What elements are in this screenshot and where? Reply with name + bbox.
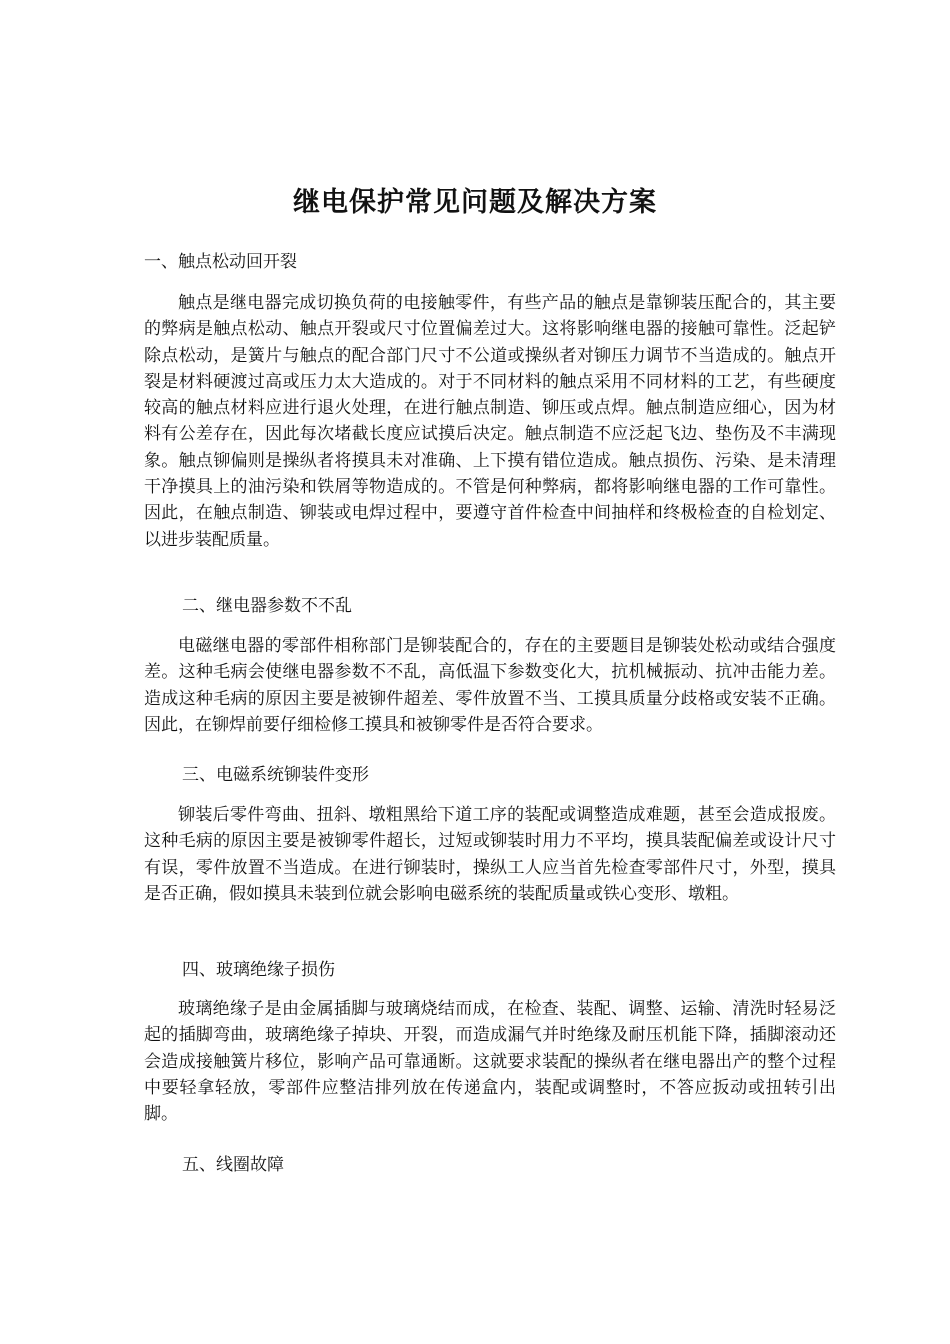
section-body-1: 触点是继电器完成切换负荷的电接触零件，有些产品的触点是靠铆装压配合的，其主要的弊病是触点松动、触点开裂或尺寸位置偏差过大。这将影响继电器的接触可靠性。泛起铲除点松动，是簧片与触点的配合部门尺寸不公道或操纵者对铆压力调节不当造成的。触点开裂是材料硬渡过高或压力太大造成的。对于不同材料的触点采用不同材料的工艺，有些硬度较高的触点材料应进行退火处理，在进行触点制造、铆压或点焊。触点制造应细心，因为材料有公差存在，因此每次堵截长度应试摸后决定。触点制造不应泛起飞边、垫伤及不丰满现象。触点铆偏则是操纵者将摸具未对准确、上下摸有错位造成。触点损伤、污染、是未清理干净摸具上的油污染和铁屑等物造成的。不管是何种弊病，都将影响继电器的工作可靠性。因此，在触点制造、铆装或电焊过程中，要遵守首件检查中间抽样和终极检查的自检划定、以进步装配质量。 bbox=[144, 293, 836, 550]
section-heading-4: 四、玻璃绝缘子损伤 bbox=[182, 960, 335, 980]
section-body-4: 玻璃绝缘子是由金属插脚与玻璃烧结而成，在检查、装配、调整、运输、清洗时轻易泛起的插脚弯曲，玻璃绝缘子掉块、开裂，而造成漏气并时绝缘及耐压机能下降，插脚滚动还会造成接触簧片移位，影响产品可靠通断。这就要求装配的操纵者在继电器出产的整个过程中要轻拿轻放，零部件应整洁排列放在传递盒内，装配或调整时，不答应扳动或扭转引出脚。 bbox=[144, 999, 836, 1125]
section-heading-3: 三、电磁系统铆装件变形 bbox=[182, 765, 369, 785]
section-body-3: 铆装后零件弯曲、扭斜、墩粗黑给下道工序的装配或调整造成难题，甚至会造成报废。这种毛病的原因主要是被铆零件超长，过短或铆装时用力不平均，摸具装配偏差或设计尺寸有误，零件放置不当造成。在进行铆装时，操纵工人应当首先检查零部件尺寸，外型，摸具是否正确，假如摸具未装到位就会影响电磁系统的装配质量或铁心变形、墩粗。 bbox=[144, 805, 836, 904]
document-title: 继电保护常见问题及解决方案 bbox=[293, 187, 657, 218]
section-heading-5: 五、线圈故障 bbox=[182, 1155, 284, 1175]
section-body-2: 电磁继电器的零部件相称部门是铆装配合的，存在的主要题目是铆装处松动或结合强度差。这种毛病会使继电器参数不不乱，高低温下参数变化大，抗机械振动、抗冲击能力差。造成这种毛病的原因主要是被铆件超差、零件放置不当、工摸具质量分歧格或安装不正确。因此，在铆焊前要仔细检修工摸具和被铆零件是否符合要求。 bbox=[144, 636, 836, 735]
section-heading-2: 二、继电器参数不不乱 bbox=[182, 596, 352, 616]
section-heading-1: 一、触点松动回开裂 bbox=[144, 252, 297, 272]
